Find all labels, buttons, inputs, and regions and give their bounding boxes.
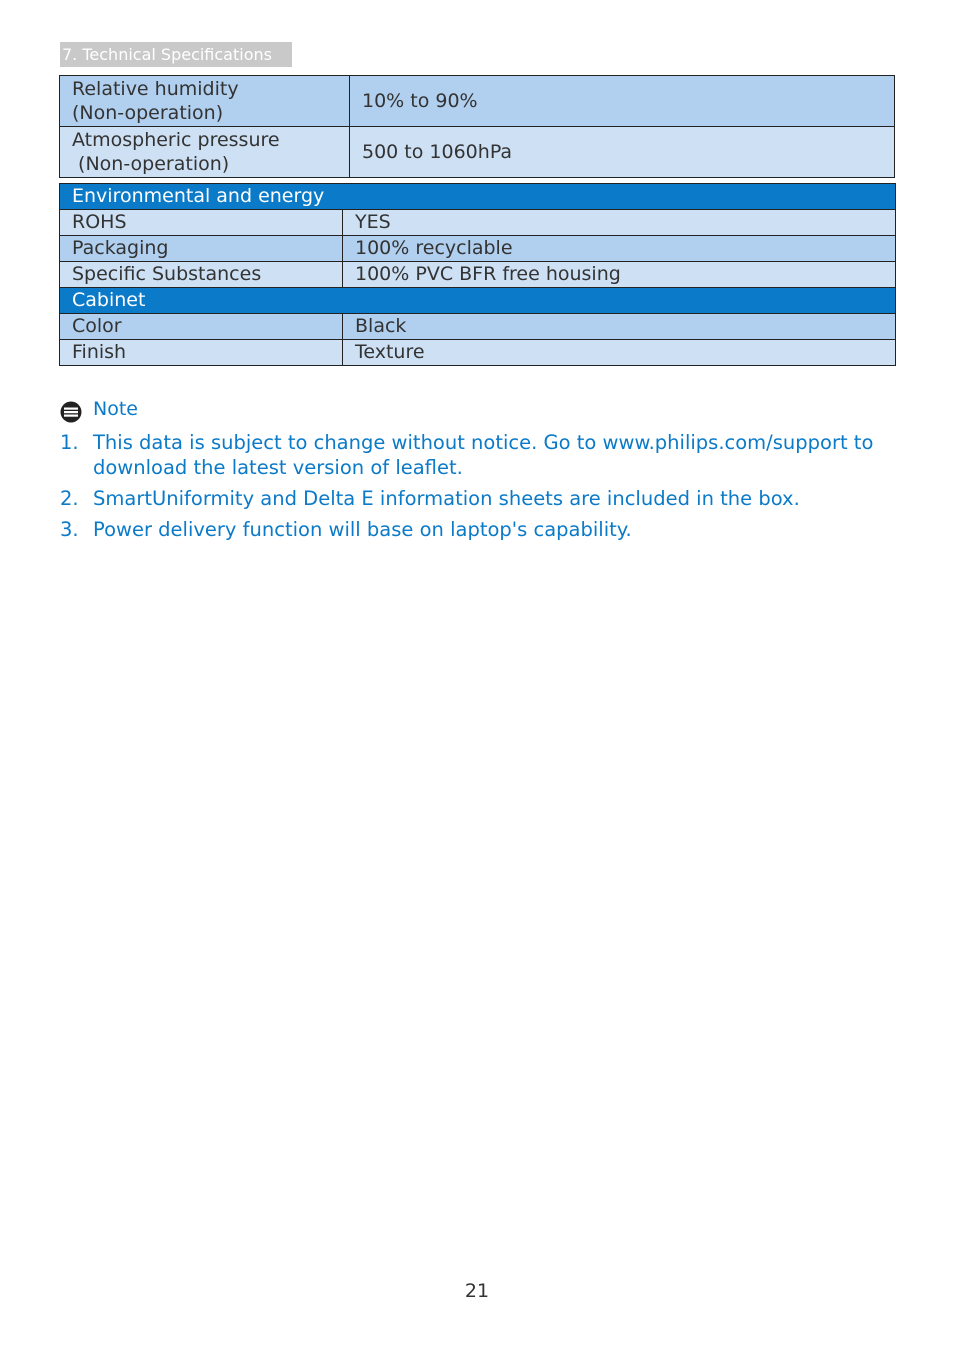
table-row (60, 76, 895, 127)
spec-value: 500 to 1060hPa (350, 127, 895, 178)
note-icon (60, 401, 82, 423)
spec-label (60, 76, 350, 127)
spec-label: ROHS (60, 210, 343, 236)
page-number: 21 (464, 1280, 490, 1302)
list-item (60, 517, 890, 542)
spec-label: Packaging (60, 236, 343, 262)
cabinet-heading: Cabinet (60, 288, 896, 314)
list-number: 3. (60, 518, 79, 541)
spec-label-line: Relative humidity (72, 78, 239, 100)
spec-value: 100% PVC BFR free housing (343, 262, 896, 288)
list-item (60, 486, 890, 511)
note-list (60, 430, 890, 548)
spec-value: Black (343, 314, 896, 340)
table-section-heading (60, 288, 896, 314)
spec-table-environment (59, 183, 896, 366)
list-text: SmartUniformity and Delta E information sheets are included in the box. (93, 487, 800, 510)
list-item (60, 430, 890, 480)
spec-label-line: (Non-operation) (72, 102, 224, 124)
note-title: Note (93, 398, 138, 420)
spec-label: Color (60, 314, 343, 340)
spec-value: 10% to 90% (350, 76, 895, 127)
table-row (60, 262, 896, 288)
table-row (60, 340, 896, 366)
list-text: Power delivery function will base on laptop's capability. (93, 518, 632, 541)
spec-label-line: (Non-operation) (72, 153, 230, 175)
spec-value: YES (343, 210, 896, 236)
table-section-heading (60, 184, 896, 210)
env-heading: Environmental and energy (60, 184, 896, 210)
list-number: 2. (60, 487, 79, 510)
table-row (60, 236, 896, 262)
spec-value: Texture (343, 340, 896, 366)
list-text: This data is subject to change without notice. Go to www.philips.com/support to (93, 431, 874, 454)
table-row (60, 314, 896, 340)
spec-label: Specific Substances (60, 262, 343, 288)
spec-label-line: Atmospheric pressure (72, 129, 280, 151)
table-row (60, 210, 896, 236)
table-row (60, 127, 895, 178)
spec-table-operation (59, 75, 895, 178)
spec-label (60, 127, 350, 178)
list-text: download the latest version of leaflet. (93, 456, 463, 479)
list-number: 1. (60, 431, 79, 454)
spec-label: Finish (60, 340, 343, 366)
section-header: 7. Technical Specifications (60, 42, 292, 67)
spec-value: 100% recyclable (343, 236, 896, 262)
